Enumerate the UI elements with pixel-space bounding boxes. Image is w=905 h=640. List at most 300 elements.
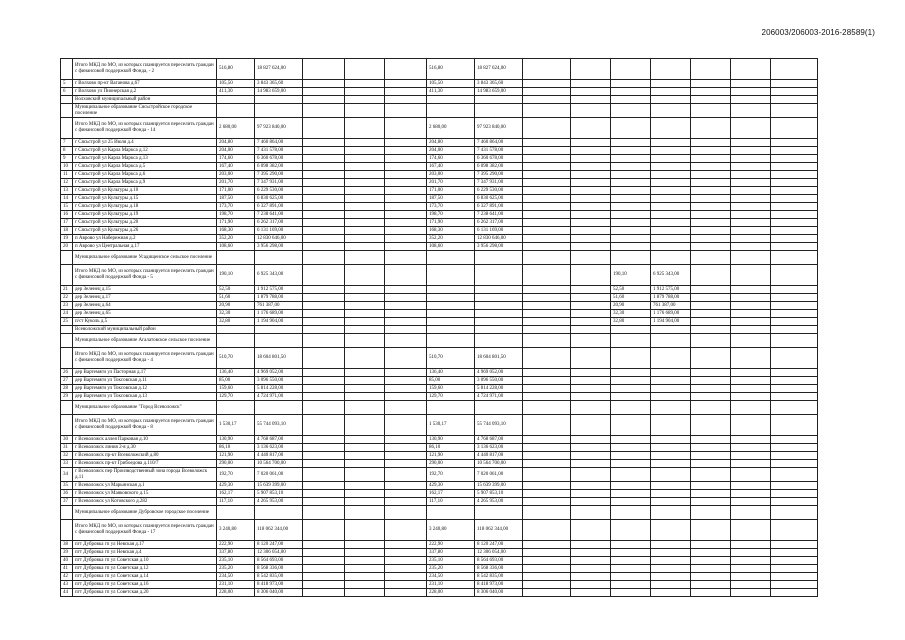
cell-e xyxy=(611,549,651,557)
cell-d: 12 830 646,00 xyxy=(475,235,523,243)
cell-empty xyxy=(523,227,571,235)
cell-empty xyxy=(571,334,611,348)
cell-empty xyxy=(345,401,385,415)
cell-empty xyxy=(385,565,427,573)
cell-empty xyxy=(731,557,771,565)
cell-empty xyxy=(523,243,571,251)
cell-a: 20,90 xyxy=(217,302,255,310)
cell-empty xyxy=(303,506,345,520)
cell-empty xyxy=(771,589,818,597)
cell-empty xyxy=(303,235,345,243)
cell-a: 108,60 xyxy=(217,243,255,251)
cell-d: 14 983 659,00 xyxy=(475,88,523,96)
cell-empty xyxy=(523,179,571,187)
cell-empty xyxy=(571,385,611,393)
cell-empty xyxy=(571,541,611,549)
cell-n: 34 xyxy=(61,468,73,482)
cell-empty xyxy=(523,219,571,227)
cell-empty xyxy=(731,549,771,557)
cell-empty xyxy=(385,227,427,235)
cell-empty xyxy=(691,286,731,294)
cell-empty xyxy=(571,460,611,468)
cell-b xyxy=(255,506,303,520)
cell-empty xyxy=(691,557,731,565)
cell-name: Итого МКД по МО, из которых планируется переселить граждан с финансовой поддержкой Фонда - 4 xyxy=(73,348,217,369)
cell-empty xyxy=(571,187,611,195)
cell-n: 39 xyxy=(61,549,73,557)
cell-empty xyxy=(385,348,427,369)
cell-a xyxy=(217,506,255,520)
cell-empty xyxy=(345,318,385,326)
cell-n: 15 xyxy=(61,203,73,211)
cell-c: 204,00 xyxy=(427,147,475,155)
cell-n: 37 xyxy=(61,498,73,506)
cell-name: п/ст Куколь д.5 xyxy=(73,318,217,326)
cell-name: г Волхово пр-кт Ваганова д.67 xyxy=(73,80,217,88)
cell-d: 4 265 953,00 xyxy=(475,498,523,506)
cell-empty xyxy=(731,139,771,147)
cell-a xyxy=(217,401,255,415)
cell-empty xyxy=(571,452,611,460)
cell-e xyxy=(611,565,651,573)
cell-empty xyxy=(385,541,427,549)
cell-empty xyxy=(303,557,345,565)
cell-n: 23 xyxy=(61,302,73,310)
cell-e: 190,10 xyxy=(611,265,651,286)
table-row xyxy=(61,385,818,393)
cell-c: 130,90 xyxy=(427,436,475,444)
cell-name: г Сясьстрой ул Карла Маркса д.9 xyxy=(73,179,217,187)
cell-n xyxy=(61,251,73,265)
cell-f xyxy=(651,326,691,334)
cell-f xyxy=(651,348,691,369)
cell-empty xyxy=(731,506,771,520)
cell-empty xyxy=(731,147,771,155)
cell-empty xyxy=(345,88,385,96)
table-row xyxy=(61,334,818,348)
cell-f: 1 879 788,00 xyxy=(651,294,691,302)
cell-b: 7 347 931,00 xyxy=(255,179,303,187)
cell-n: 18 xyxy=(61,227,73,235)
table-row xyxy=(61,348,818,369)
cell-empty xyxy=(523,565,571,573)
cell-empty xyxy=(571,318,611,326)
cell-empty xyxy=(345,96,385,104)
cell-a: 411,30 xyxy=(217,88,255,96)
cell-name: дер Зеленец д.17 xyxy=(73,294,217,302)
cell-name: пгт Дубровка гп ул Советская д.12 xyxy=(73,565,217,573)
cell-n: 33 xyxy=(61,460,73,468)
cell-empty xyxy=(303,96,345,104)
cell-e xyxy=(611,227,651,235)
cell-n xyxy=(61,326,73,334)
cell-empty xyxy=(523,318,571,326)
cell-empty xyxy=(731,294,771,302)
cell-name: Итого МКД по МО, из которых планируется переселить граждан с финансовой поддержкой Фонда, - 2 xyxy=(73,59,217,80)
cell-empty xyxy=(691,310,731,318)
cell-empty xyxy=(523,348,571,369)
cell-b: 14 983 659,00 xyxy=(255,88,303,96)
cell-name: пгт Дубровка гп ул Советская д.16 xyxy=(73,581,217,589)
cell-empty xyxy=(303,179,345,187)
cell-empty xyxy=(345,294,385,302)
cell-empty xyxy=(345,118,385,139)
cell-empty xyxy=(731,334,771,348)
cell-empty xyxy=(691,147,731,155)
cell-empty xyxy=(523,195,571,203)
cell-f xyxy=(651,155,691,163)
cell-c: 337,80 xyxy=(427,549,475,557)
cell-n xyxy=(61,96,73,104)
cell-name: г Сясьстрой ул Карла Маркса д.13 xyxy=(73,155,217,163)
cell-empty xyxy=(771,155,818,163)
cell-name: г Всеволожск пер Производственный зона города Всеволожск д.11 xyxy=(73,468,217,482)
cell-empty xyxy=(771,227,818,235)
cell-empty xyxy=(303,203,345,211)
cell-b: 7 238 641,00 xyxy=(255,211,303,219)
cell-empty xyxy=(523,302,571,310)
cell-empty xyxy=(571,219,611,227)
cell-empty xyxy=(691,251,731,265)
cell-empty xyxy=(731,377,771,385)
cell-n: 16 xyxy=(61,211,73,219)
cell-name: пгт Дубровка гп ул Советская д.14 xyxy=(73,573,217,581)
cell-d: 8 120 247,00 xyxy=(475,541,523,549)
cell-empty xyxy=(571,444,611,452)
cell-empty xyxy=(345,460,385,468)
cell-name: г Сясьстрой ул Карла Маркса д.6 xyxy=(73,171,217,179)
cell-empty xyxy=(385,415,427,436)
cell-empty xyxy=(385,334,427,348)
cell-empty xyxy=(523,369,571,377)
cell-empty xyxy=(731,203,771,211)
cell-empty xyxy=(771,490,818,498)
cell-e: 32,80 xyxy=(611,318,651,326)
cell-d: 118 062 344,00 xyxy=(475,520,523,541)
cell-empty xyxy=(345,557,385,565)
cell-a: 234,50 xyxy=(217,573,255,581)
cell-empty xyxy=(771,565,818,573)
cell-e xyxy=(611,468,651,482)
cell-empty xyxy=(303,155,345,163)
cell-empty xyxy=(523,80,571,88)
cell-empty xyxy=(385,179,427,187)
cell-empty xyxy=(691,59,731,80)
cell-empty xyxy=(303,163,345,171)
cell-empty xyxy=(731,452,771,460)
cell-empty xyxy=(303,490,345,498)
cell-e xyxy=(611,506,651,520)
cell-d: 6 098 382,00 xyxy=(475,163,523,171)
cell-empty xyxy=(691,415,731,436)
cell-b: 6 098 382,00 xyxy=(255,163,303,171)
cell-d: 18 827 624,00 xyxy=(475,59,523,80)
cell-f xyxy=(651,179,691,187)
cell-f xyxy=(651,243,691,251)
cell-b: 1 194 904,00 xyxy=(255,318,303,326)
cell-n: 9 xyxy=(61,155,73,163)
cell-empty xyxy=(771,265,818,286)
cell-empty xyxy=(771,393,818,401)
cell-e xyxy=(611,195,651,203)
cell-d: 7 460 864,00 xyxy=(475,139,523,147)
cell-empty xyxy=(523,163,571,171)
cell-name: дер Вартемяги ул Токсовская д.11 xyxy=(73,377,217,385)
cell-empty xyxy=(771,179,818,187)
cell-empty xyxy=(345,59,385,80)
cell-empty xyxy=(571,139,611,147)
cell-n xyxy=(61,265,73,286)
cell-name: г Сясьстрой ул Культуры д.26 xyxy=(73,227,217,235)
cell-b: 7 431 578,00 xyxy=(255,147,303,155)
cell-e xyxy=(611,369,651,377)
cell-a: 85,00 xyxy=(217,377,255,385)
cell-empty xyxy=(385,369,427,377)
cell-f xyxy=(651,203,691,211)
cell-b: 55 744 093,10 xyxy=(255,415,303,436)
table-row xyxy=(61,506,818,520)
cell-f xyxy=(651,498,691,506)
table-row xyxy=(61,195,818,203)
cell-a xyxy=(217,96,255,104)
cell-empty xyxy=(571,377,611,385)
cell-empty xyxy=(771,302,818,310)
cell-empty xyxy=(303,549,345,557)
table-row xyxy=(61,444,818,452)
cell-b: 3 843 365,60 xyxy=(255,80,303,88)
cell-empty xyxy=(691,549,731,557)
table-row xyxy=(61,80,818,88)
cell-empty xyxy=(571,286,611,294)
cell-name: г Сясьстрой ул Культуры д.18 xyxy=(73,203,217,211)
table-row xyxy=(61,187,818,195)
cell-empty xyxy=(571,155,611,163)
cell-n: 5 xyxy=(61,80,73,88)
cell-empty xyxy=(385,490,427,498)
cell-empty xyxy=(303,482,345,490)
cell-e xyxy=(611,490,651,498)
cell-n xyxy=(61,520,73,541)
cell-c: 204,80 xyxy=(427,139,475,147)
cell-empty xyxy=(385,171,427,179)
cell-f xyxy=(651,187,691,195)
cell-empty xyxy=(345,203,385,211)
cell-e xyxy=(611,187,651,195)
cell-a: 168,30 xyxy=(217,227,255,235)
cell-empty xyxy=(771,294,818,302)
cell-empty xyxy=(731,211,771,219)
cell-name: дер Зеленец д.64 xyxy=(73,302,217,310)
table-row xyxy=(61,88,818,96)
cell-a: 290,00 xyxy=(217,460,255,468)
cell-empty xyxy=(303,59,345,80)
cell-d xyxy=(475,326,523,334)
cell-a: 32,30 xyxy=(217,310,255,318)
cell-c xyxy=(427,294,475,302)
cell-empty xyxy=(691,541,731,549)
cell-empty xyxy=(771,243,818,251)
cell-a: 510,70 xyxy=(217,348,255,369)
cell-f xyxy=(651,393,691,401)
cell-name: г Волхово ул Пионерская д.2 xyxy=(73,88,217,96)
cell-empty xyxy=(523,506,571,520)
cell-name: Итого МКД по МО, из которых планируется переселить граждан с финансовой поддержкой Фонда - 8 xyxy=(73,415,217,436)
cell-f xyxy=(651,452,691,460)
cell-n xyxy=(61,59,73,80)
cell-empty xyxy=(571,104,611,118)
cell-empty xyxy=(731,265,771,286)
cell-d xyxy=(475,96,523,104)
cell-empty xyxy=(523,549,571,557)
cell-name: Муниципальное образование "Город Всеволожск" xyxy=(73,401,217,415)
cell-name: пгт Дубровка гп ул Невская д.4 xyxy=(73,549,217,557)
cell-name: Муниципальное образование Агалатовское сельское поселение xyxy=(73,334,217,348)
cell-empty xyxy=(691,88,731,96)
cell-empty xyxy=(523,286,571,294)
cell-empty xyxy=(731,155,771,163)
cell-empty xyxy=(385,326,427,334)
cell-d: 7 431 578,00 xyxy=(475,147,523,155)
cell-empty xyxy=(345,444,385,452)
cell-empty xyxy=(523,401,571,415)
cell-empty xyxy=(523,452,571,460)
cell-empty xyxy=(771,59,818,80)
cell-b xyxy=(255,104,303,118)
cell-empty xyxy=(571,227,611,235)
cell-empty xyxy=(303,211,345,219)
cell-c: 171,90 xyxy=(427,219,475,227)
cell-c: 290,00 xyxy=(427,460,475,468)
table-row xyxy=(61,460,818,468)
cell-empty xyxy=(731,88,771,96)
cell-a: 117,10 xyxy=(217,498,255,506)
cell-e xyxy=(611,393,651,401)
cell-empty xyxy=(523,490,571,498)
cell-f xyxy=(651,490,691,498)
cell-empty xyxy=(345,393,385,401)
cell-empty xyxy=(731,436,771,444)
cell-empty xyxy=(731,498,771,506)
cell-e xyxy=(611,348,651,369)
cell-empty xyxy=(523,265,571,286)
cell-e xyxy=(611,211,651,219)
cell-f xyxy=(651,444,691,452)
cell-a: 171,00 xyxy=(217,187,255,195)
cell-a: 352,20 xyxy=(217,235,255,243)
cell-empty xyxy=(385,294,427,302)
cell-empty xyxy=(303,348,345,369)
cell-c: 173,70 xyxy=(427,203,475,211)
cell-empty xyxy=(771,203,818,211)
cell-b: 1 912 575,00 xyxy=(255,286,303,294)
cell-empty xyxy=(731,348,771,369)
cell-empty xyxy=(691,460,731,468)
cell-a: 173,70 xyxy=(217,203,255,211)
cell-c: 162,17 xyxy=(427,490,475,498)
cell-empty xyxy=(691,139,731,147)
cell-empty xyxy=(771,318,818,326)
cell-b: 4 768 687,00 xyxy=(255,436,303,444)
cell-d: 15 639 399,00 xyxy=(475,482,523,490)
cell-e: 32,30 xyxy=(611,310,651,318)
cell-d: 4 724 971,00 xyxy=(475,393,523,401)
cell-e xyxy=(611,243,651,251)
table-row xyxy=(61,243,818,251)
cell-n: 35 xyxy=(61,482,73,490)
cell-b: 6 327 891,00 xyxy=(255,203,303,211)
cell-name: Итого МКД по МО, из которых планируется переселить граждан с финансовой поддержкой Фонда - 5 xyxy=(73,265,217,286)
cell-empty xyxy=(303,310,345,318)
cell-c: 198,70 xyxy=(427,211,475,219)
cell-empty xyxy=(571,506,611,520)
cell-n: 6 xyxy=(61,88,73,96)
cell-f: 1 912 575,00 xyxy=(651,286,691,294)
cell-b: 18 604 801,50 xyxy=(255,348,303,369)
cell-empty xyxy=(303,187,345,195)
cell-empty xyxy=(303,334,345,348)
cell-b: 7 395 290,00 xyxy=(255,171,303,179)
cell-empty xyxy=(385,286,427,294)
cell-empty xyxy=(303,219,345,227)
cell-d: 6 327 891,00 xyxy=(475,203,523,211)
cell-empty xyxy=(691,436,731,444)
cell-empty xyxy=(771,326,818,334)
cell-f xyxy=(651,401,691,415)
cell-empty xyxy=(691,203,731,211)
table-row xyxy=(61,549,818,557)
cell-e xyxy=(611,139,651,147)
cell-empty xyxy=(691,369,731,377)
cell-empty xyxy=(691,227,731,235)
cell-a: 159,60 xyxy=(217,385,255,393)
cell-empty xyxy=(771,235,818,243)
cell-empty xyxy=(303,147,345,155)
cell-empty xyxy=(691,302,731,310)
cell-d: 6 262 317,00 xyxy=(475,219,523,227)
cell-empty xyxy=(345,452,385,460)
cell-empty xyxy=(691,265,731,286)
cell-c: 222,90 xyxy=(427,541,475,549)
cell-empty xyxy=(771,436,818,444)
cell-d: 5 814 228,00 xyxy=(475,385,523,393)
cell-empty xyxy=(731,326,771,334)
cell-empty xyxy=(571,436,611,444)
cell-a: 121,90 xyxy=(217,452,255,460)
cell-n: 12 xyxy=(61,179,73,187)
cell-d: 6 131 169,00 xyxy=(475,227,523,235)
cell-empty xyxy=(731,565,771,573)
cell-empty xyxy=(771,251,818,265)
cell-c: 86,10 xyxy=(427,444,475,452)
cell-a: 228,00 xyxy=(217,589,255,597)
cell-empty xyxy=(523,444,571,452)
cell-empty xyxy=(691,104,731,118)
cell-e: 20,90 xyxy=(611,302,651,310)
table-row xyxy=(61,326,818,334)
cell-empty xyxy=(691,235,731,243)
cell-empty xyxy=(385,88,427,96)
cell-empty xyxy=(345,80,385,88)
cell-empty xyxy=(571,581,611,589)
cell-d: 8 418 973,00 xyxy=(475,581,523,589)
cell-c: 235,20 xyxy=(427,565,475,573)
cell-empty xyxy=(771,549,818,557)
cell-empty xyxy=(345,302,385,310)
cell-empty xyxy=(771,348,818,369)
cell-empty xyxy=(771,385,818,393)
cell-empty xyxy=(731,243,771,251)
cell-n: 14 xyxy=(61,195,73,203)
